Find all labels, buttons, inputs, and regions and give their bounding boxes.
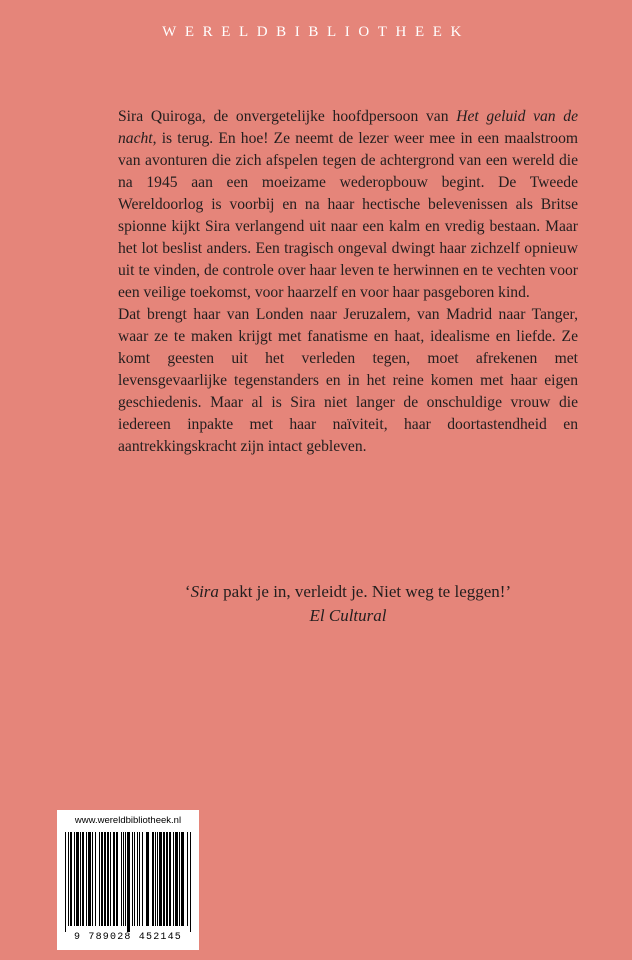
isbn-digits: 9 789028 452145 [73, 932, 182, 943]
blurb-paragraph-1 [118, 106, 578, 304]
blurb-p1-rest: , is terug. En hoe! Ze neemt de lezer weer mee in een maalstroom van avonturen die zich afspelen tegen de achtergrond van een wereld die na 1945 aan een moeizame wederopbouw begint. De Tweede Wereldoorlog is voorbij en na haar hectische belevenissen als Britse spionne kijkt Sira verlangend uit naar een kalm en vredig bestaan. Maar het lot beslist anders. Een tragisch ongeval dwingt haar zichzelf opnieuw uit te vinden, de controle over haar leven te herwinnen en te vechten voor een veilige toekomst, voor haarzelf en voor haar pasgeboren kind. [118, 130, 578, 301]
quote-text: pakt je in, verleidt je. Niet weg te leggen!’ [218, 582, 512, 601]
blurb-text [118, 106, 578, 458]
review-quote [118, 580, 578, 628]
publisher-url: www.wereldbibliotheek.nl [74, 815, 182, 826]
quote-open-mark: ‘ [184, 582, 191, 601]
barcode-icon [57, 832, 199, 932]
publisher-name: WERELDBIBLIOTHEEK [162, 24, 470, 40]
quote-title: Sira [190, 582, 219, 601]
quote-source: El Cultural [309, 606, 387, 625]
blurb-p1-start: Sira Quiroga, de onvergetelijke hoofdpersoon van [118, 108, 457, 125]
quote-line [118, 580, 578, 604]
book-title-reference: Het geluid van de nacht [118, 108, 578, 147]
blurb-paragraph-2: Dat brengt haar van Londen naar Jeruzalem, van Madrid naar Tanger, waar ze te maken krijgt met fanatisme en haat, idealisme en liefde. Ze komt geesten uit het verleden tegen, moet afrekenen met levensgevaarlijke tegenstanders en in het reine komen met haar eigen geschiedenis. Maar al is Sira niet langer de onschuldige vrouw die iedereen inpakte met haar naïviteit, haar doortastendheid en aantrekkingskracht zijn intact gebleven. [118, 306, 578, 455]
barcode-box [57, 810, 199, 950]
